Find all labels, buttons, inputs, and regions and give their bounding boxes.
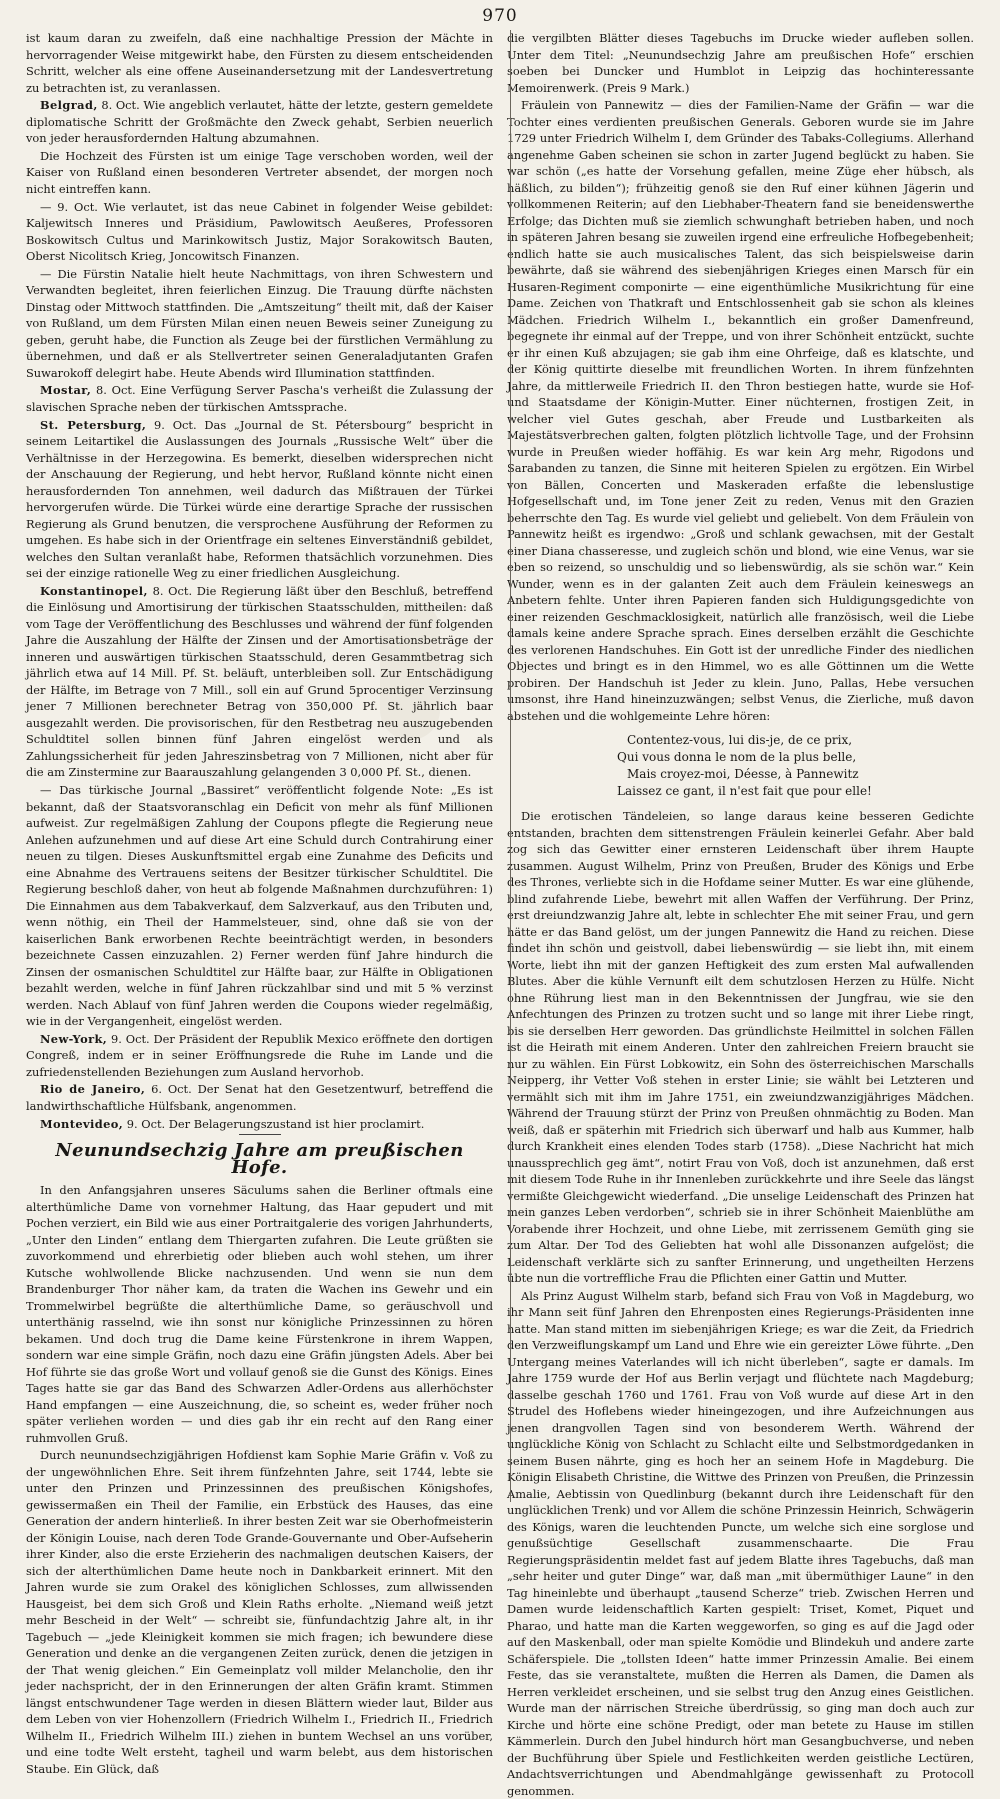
news-paragraph: — 9. Oct. Wie verlautet, ist das neue Cabinet in folgender Weise gebildet: Kaljewitsch Inneres und Präsidium, Pawlowitsch Aeußeres, Professoren Boskowitsch Cultus und Marinkowitsch Justiz, Major Sorakowitsch Bauten, Oberst Nicolitsch Krieg, Joncowitsch Finanzen. — [26, 199, 493, 264]
poem-line: Qui vous donna le nom de la plus belle, — [617, 750, 857, 765]
left-column — [26, 30, 494, 1776]
feature-paragraph: die vergilbten Blätter dieses Tagebuchs im Drucke wieder aufleben sollen. Unter dem Titel: „Neunundsechzig Jahre am preußischen Hofe“ erschien soeben bei Duncker und Humblot in Leipzig das hochinteressante Memoirenwerk. (Preis 9 Mark.) — [507, 31, 974, 95]
feature-heading: Neunundsechzig Jahre am preußischen Hofe. — [55, 1140, 464, 1178]
news-paragraph: Montevideo, 9. Oct. Der Belagerungszustand ist hier proclamirt. — [40, 1116, 425, 1131]
news-paragraph: — Die Fürstin Natalie hielt heute Nachmittags, von ihren Schwestern und Verwandten begleitet, ihren feierlichen Einzug. Die Trauung dürfte nächsten Dinstag oder Mittwoch stattfinden. Die „Amtszeitung“ theilt mit, daß der Kaiser von Rußland, um dem Fürsten Milan einen neuen Beweis seiner Zuneigung zu geben, geruht habe, die Function als Zeuge bei der fürstlichen Vermählung zu übernehmen, und daß er als Stellvertreter seinen Generaladjutanten Grafen Suwarokoff delegirt habe. Heute Abends wird Illumination stattfinden. — [26, 266, 493, 380]
page-number: 970 — [482, 6, 518, 26]
right-column — [507, 30, 974, 1798]
heading-rule — [239, 1134, 281, 1135]
columns — [26, 30, 974, 1798]
poem-line: Laissez ce gant, il n'est fait que pour elle! — [617, 784, 872, 799]
feature-paragraph: Die erotischen Tändeleien, so lange daraus keine besseren Gedichte entstanden, brachten dem sittenstrengen Fräulein keinerlei Gefahr. Aber bald zog sich das Gewitter einer ernsteren Leidenschaft über ihrem Haupte zusammen. August Wilhelm, Prinz von Preußen, Bruder des Königs und Erbe des Thrones, verliebte sich in die Hofdame seiner Mutter. Es war eine glühende, blind zufahrende Liebe, bewehrt mit allen Waffen der Verführung. Der Prinz, erst dreiundzwanzig Jahre alt, lebte in schlechter Ehe mit seiner Frau, und gern hätte er das Band gelöst, um der jungen Pannewitz die Hand zu reichen. Diese findet ihn schön und geistvoll, dabei liebenswürdig — sie liebt ihn, mit einem Worte, liebt ihn mit der ganzen Heftigkeit des zum ersten Mal aufwallenden Blutes. Aber die kühle Vernunft eilt dem schutzlosen Herzen zu Hülfe. Nicht ohne Rührung liest man in den Bekenntnissen der Jungfrau, wie sie den Anfechtungen des Prinzen zu trotzen sucht und so lange mit ihrer Liebe ringt, bis sie derselben Herr geworden. Das gründlichste Heilmittel in solchen Fällen ist die Heirath mit einem Anderen. Unter den zahlreichen Freiern braucht sie nur zu wählen. Ein Fürst Lobkowitz, ein Sohn des österreichischen Marschalls Neipperg, ihr Vetter Voß stehen in erster Linie; sie wählt bei Letzteren und vermählt sich mit ihm im Jahre 1751, ein zweiundzwanzigjähriges Mädchen. Während der Trauung stürzt der Prinz von Preußen ohnmächtig zu Boden. Man weiß, daß er späterhin mit Friedrich sich überwarf und halb aus Kummer, halb durch Krankheit eines elenden Todes starb (1758). „Diese Nachricht hat mich unaussprechlich geg ämt“, notirt Frau von Voß, doch ist anzunehmen, daß erst mit diesem Tode Ruhe in ihr Innenleben zurückkehrte und ihre Seele das längst vermißte Gleichgewicht wiederfand. „Die unselige Leidenschaft des Prinzen hat mein ganzes Leben verdorben“, schrieb sie in ihrer Schönheit Maienblüthe am Vorabende ihrer Hochzeit, und ohne Liebe, mit zerrissenem Gemüth ging sie zum Altar. Der Tod des Geliebten hat wohl alle Dissonanzen aufgelöst; die Leidenschaft verklärte sich zu sanfter Erinnerung, und ungetheilten Herzens übte nun die vortreffliche Frau die Pflichten einer Gattin und Mutter. — [507, 809, 974, 1286]
news-paragraph: St. Petersburg, 9. Oct. Das „Journal de St. Pétersbourg“ bespricht in seinem Leitartikel die Auslassungen des Journals „Russische Welt“ über die Verhältnisse in der Herzegowina. Es bemerkt, dieselben widersprechen nicht der Anschauung der Regierung, und hebt hervor, Rußland könnte nicht einen herausfordernden Ton annehmen, weil dadurch das Mißtrauen der Türkei hervorgerufen würde. Die Türkei würde eine derartige Sprache der russischen Regierung als Grund benutzen, die versprochene Ausführung der Reformen zu umgehen. Es habe sich in der Orientfrage ein seltenes Einverständniß gebildet, welches den Sultan veranlaßt habe, Reformen thatsächlich vorzunehmen. Dies sei der einzige rationelle Weg zu einer friedlichen Ausgleichung. — [26, 417, 493, 581]
news-paragraph: Belgrad, 8. Oct. Wie angeblich verlautet, hätte der letzte, gestern gemeldete diplomatische Schritt der Großmächte den Zweck gehabt, Serbien neuerlich von jeder herausfordernden Haltung abzumahnen. — [26, 98, 493, 146]
news-paragraph: Mostar, 8. Oct. Eine Verfügung Server Pascha's verheißt die Zulassung der slavischen Sprache neben der türkischen Amtssprache. — [26, 383, 493, 414]
news-paragraph: Rio de Janeiro, 6. Oct. Der Senat hat den Gesetzentwurf, betreffend die landwirthschaftliche Hülfsbank, angenommen. — [26, 1082, 493, 1113]
news-paragraph: Konstantinopel, 8. Oct. Die Regierung läßt über den Beschluß, betreffend die Einlösung und Amortisirung der türkischen Staatsschulden, mittheilen: daß vom Tage der Veröffentlichung des Beschlusses und während der fünf folgenden Jahre die Auszahlung der Hälfte der Zinsen und der Amortisationsbeträge der inneren und auswärtigen türkischen Staatsschuld, deren Gesammtbetrag sich jährlich etwa auf 14 Mill. Pf. St. beläuft, unterbleiben soll. Zur Entschädigung der Hälfte, im Betrage von 7 Mill., soll ein auf Grund 5procentiger Verzinsung jener 7 Millionen berechneter Betrag von 350,000 Pf. St. jährlich baar ausgezahlt werden. Die provisorischen, für den Restbetrag neu auszugebenden Schuldtitel sollen binnen fünf Jahren eingelöst werden und als Zahlungssicherheit für jeden Jahreszinsbetrag von 7 Millionen, nicht aber für die am Zinstermine zur Baarauszahlung gelangenden 3 0,000 Pf. St., dienen. — [26, 583, 494, 780]
feature-paragraph: Durch neunundsechzigjährigen Hofdienst kam Sophie Marie Gräfin v. Voß zu der ungewöhnlichen Ehre. Seit ihrem fünfzehnten Jahre, seit 1744, lebte sie unter den Prinzen und Prinzessinnen des preußischen Königshofes, gewissermaßen ein Theil der Familie, ein Erbstück des Hauses, das eine Generation der andern hinterließ. In ihrer besten Zeit war sie Oberhofmeisterin der Königin Louise, nach deren Tode Grande-Gouvernante und Ober-Aufseherin ihrer Kinder, also die erste Erzieherin des nachmaligen deutschen Kaisers, der sich der alterthümlichen Dame heute noch in Dankbarkeit erinnert. Mit den Jahren wurde sie zum Orakel des königlichen Schlosses, zum allwissenden Hausgeist, bei dem sich Groß und Klein Raths erholte. „Niemand weiß jetzt mehr Bescheid in der Welt“ — schreibt sie, fünfundachtzig Jahre alt, in ihr Tagebuch — „jede Kleinigkeit kommen sie mich fragen; ich bewundere diese Generation und denke an die vergangenen Zeiten zurück, denen die jetzigen in der That wenig gleichen.“ Ein Gemeinplatz voll milder Melancholie, den ihr jeder nachspricht, der in den Erinnerungen der alten Gräfin kramt. Stimmen längst entschwundener Tage werden in diesen Blättern wieder laut, Bilder aus dem Leben von vier Hohenzollern (Friedrich Wilhelm I., Friedrich II., Friedrich Wilhelm II., Friedrich Wilhelm III.) ziehen in buntem Wechsel an uns vorüber, und eine todte Welt ersteht, tagheil und warm belebt, aus dem historischen Staube. Ein Glück, daß — [26, 1448, 493, 1776]
poem-line: Contentez-vous, lui dis-je, de ce prix, — [627, 733, 853, 748]
news-paragraph: New-York, 9. Oct. Der Präsident der Republik Mexico eröffnete den dortigen Congreß, indem er in seiner Eröffnungsrede die Ruhe im Lande und die zufriedenstellenden Beziehungen zum Ausland hervorhob. — [26, 1031, 493, 1079]
column-divider — [510, 30, 511, 1502]
feature-paragraph: Fräulein von Pannewitz — dies der Familien-Name der Gräfin — war die Tochter eines verdienten preußischen Generals. Geboren wurde sie im Jahre 1729 unter Friedrich Wilhelm I, dem Gründer des Tabaks-Collegiums. Allerhand angenehme Gaben scheinen sie schon in zarter Jugend beglückt zu haben. Sie war schön („es hatte der Vorsehung gefallen, meine Züge eher hübsch, als häßlich, zu bilden“); frühzeitig genoß sie den Ruf einer kühnen Jägerin und vollkommenen Reiterin; auf den Liebhaber-Theatern fand sie beneidenswerthe Erfolge; das Dichten muß sie ziemlich schwunghaft betrieben haben, und noch in späteren Jahren besang sie zuweilen irgend eine erfreuliche Hofbegebenheit; endlich hatte sie auch musicalisches Talent, das sich beispielsweise darin bewährte, daß sie während des siebenjährigen Krieges einen Marsch für ein Husaren-Regiment componirte — eine eigenthümliche Musikrichtung für eine Dame. Zeichen von Thatkraft und Entschlossenheit gab sie schon als kleines Mädchen. Friedrich Wilhelm I., bekanntlich ein großer Damenfreund, begegnete ihr einmal auf der Treppe, und von ihrer Schönheit entzückt, suchte er ihr einen Kuß abzujagen; sie gab ihm eine Ohrfeige, daß es klatschte, und der König quittirte dieselbe mit freundlichen Worten. In ihrem fünfzehnten Jahre, da mittlerweile Friedrich II. den Thron bestiegen hatte, wurde sie Hof- und Staatsdame der Königin-Mutter. Einer nüchternen, frostigen Zeit, in welcher viel Gutes geschah, aber Freude und Lustbarkeiten als Majestätsverbrechen galten, folgten plötzlich lichtvolle Tage, und der Frohsinn wurde in Preußen wieder hoffähig. Es war kein Arg mehr, Rigodons und Sarabanden zu tanzen, die Sinne mit heiteren Spielen zu ergötzen. Ein Wirbel von Bällen, Concerten und Maskeraden erfaßte die lebenslustige Hofgesellschaft und, im Tone jener Zeit zu reden, Venus mit den Grazien beherrschte den Tag. Es wurde viel geliebt und geliebelt. Von dem Fräulein von Pannewitz heißt es irgendwo: „Groß und schlank gewachsen, mit der Gestalt einer Diana chasseresse, und zugleich schön und blond, wie eine Venus, war sie eben so reizend, so unschuldig und so liebenswürdig, als sie schön war.“ Kein Wunder, wenn es in der galanten Zeit auch dem Fräulein keineswegs an Anbetern fehlte. Unter ihren Papieren fanden sich Huldigungsgedichte von einer reizenden Geschmacklosigkeit, natürlich alle französisch, weil die Liebe damals keine andere Sprache sprach. Eines derselben erzählt die Geschichte des verlorenen Handschuhes. Ein Gott ist der unredliche Finder des niedlichen Objectes und bringt es in den Himmel, wo es alle Göttinnen um die Wette probiren. Der Handschuh ist Jeder zu klein. Juno, Pallas, Hebe versuchen umsonst, ihre Hand hineinzuzwängen; selbst Venus, die Zierliche, muß davon abstehen und die wohlgemeinte Lehre hören: — [507, 98, 974, 723]
feature-paragraph: Als Prinz August Wilhelm starb, befand sich Frau von Voß in Magdeburg, wo ihr Mann seit fünf Jahren den Ehrenposten eines Regierungs-Präsidenten inne hatte. Man stand mitten im siebenjährigen Kriege; es war die Zeit, da Friedrich den Verzweiflungskampf um Land und Ehre wie ein gereizter Löwe führte. „Den Untergang meines Vaterlandes will ich nicht überleben“, sagte er damals. Im Jahre 1759 wurde der Hof aus Berlin verjagt und flüchtete nach Magdeburg; dasselbe geschah 1760 und 1761. Frau von Voß wurde auf diese Art in den Strudel des Hoflebens wieder hineingezogen, und ihre Aufzeichnungen aus jenen drangvollen Tagen sind von besonderem Werth. Während der unglückliche König von Schlacht zu Schlacht eilte und Selbstmordgedanken in seinem Busen nährte, ging es hoch her an seinem Hofe in Magdeburg. Die Königin Elisabeth Christine, die Wittwe des Prinzen von Preußen, die Prinzessin Amalie, Aebtissin von Quedlinburg (bekannt durch ihre Leidenschaft für den unglücklichen Trenk) und vor Allem die schöne Prinzessin Heinrich, Schwägerin des Königs, waren die leuchtenden Puncte, um welche sich eine sorglose und genußsüchtige Gesellschaft zusammenschaarte. Die Frau Regierungspräsidentin meldet fast auf jedem Blatte ihres Tagebuchs, daß man „sehr heiter und guter Dinge“ war, daß man „mit übermüthiger Laune“ in den Tag hineinlebte und überhaupt „tausend Scherze“ trieb. Zwischen Herren und Damen wurde leidenschaftlich Karten gespielt: Triset, Komet, Piquet und Pharao, und hatte man die Karten weggeworfen, so ging es auf die Jagd oder auf den Maskenball, oder man spielte Komödie und Blindekuh und andere zarte Schäferspiele. Die „tollsten Ideen“ hatte immer Prinzessin Amalie. Bei einem Feste, das sie veranstaltete, mußten die Herren als Damen, die Damen als Herren verkleidet erscheinen, und sie selbst trug den Anzug eines Geistlichen. Wurde man der närrischen Streiche überdrüssig, so ging man doch auch zur Kirche und hörte eine schöne Predigt, oder man betete zu Hause im stillen Kämmerlein. Durch den Jubel hindurch hört man Gesangbuchverse, und neben der Buchführung über Spiele und Festlichkeiten werden geistliche Lectüren, Andachtsverrichtungen und Abendmahlgänge gewissenhaft zu Protocoll genommen. — [507, 1288, 974, 1798]
news-paragraph: ist kaum daran zu zweifeln, daß eine nachhaltige Pression der Mächte in hervorragender Weise mitgewirkt habe, den Fürsten zu diesem entscheidenden Schritt, welcher als eine offene Auseinandersetzung mit der Landesvertretung zu betrachten ist, zu veranlassen. — [26, 31, 493, 95]
french-poem — [507, 732, 974, 800]
news-paragraph: Die Hochzeit des Fürsten ist um einige Tage verschoben worden, weil der Kaiser von Rußland einen besonderen Vertreter absendet, der morgen noch nicht eintreffen kann. — [26, 148, 493, 196]
news-paragraph: — Das türkische Journal „Bassiret“ veröffentlicht folgende Note: „Es ist bekannt, daß der Staatsvoranschlag ein Deficit von mehr als fünf Millionen aufweist. Zur regelmäßigen Zahlung der Coupons pflegte die Regierung neue Anlehen aufzunehmen und auf diese Art eine Schuld durch Contrahirung einer neuen zu tilgen. Dieses Auskunftsmittel ergab eine Zunahme des Deficits und eine Abnahme des Vertrauens seitens der Besitzer türkischer Schuldtitel. Die Regierung beschloß daher, von heut ab folgende Maßnahmen durchzuführen: 1) Die Einnahmen aus dem Tabakverkauf, dem Salzverkauf, aus den Tributen und, wenn nöthig, ein Theil der Hammelsteuer, sind, ohne daß sie von der kaiserlichen Bank erworbenen Rechte beeinträchtigt werden, in besonders bezeichnete Cassen einzuzahlen. 2) Ferner werden fünf Jahre hindurch die Zinsen der osmanischen Schuldtitel zur Hälfte baar, zur Hälfte in Obligationen bezahlt werden, welche in fünf Jahren rückzahlbar sind und mit 5 % verzinst werden. Nach Ablauf von fünf Jahren werden die Coupons wieder regelmäßig, wie in der Vergangenheit, eingelöst werden. — [26, 783, 493, 1028]
poem-line: Mais croyez-moi, Déesse, à Pannewitz — [627, 767, 859, 782]
feature-paragraph: In den Anfangsjahren unseres Säculums sahen die Berliner oftmals eine alterthümliche Dame von vornehmer Haltung, das Haar gepudert und mit Pochen verziert, ein Bild wie aus einer Portraitgalerie des vorigen Jahrhunderts, „Unter den Linden“ entlang dem Thiergarten zufahren. Die Leute grüßten sie zuvorkommend und ehrerbietig oder blieben auch wohl stehen, um ihrer Kutsche wohlwollende Blicke nachzusenden. Und wenn sie nun dem Brandenburger Thor näher kam, da traten die Wachen ins Gewehr und ein Trommelwirbel begrüßte die alterthümliche Dame, so geräuschvoll und unterthänig rasselnd, wie ihn sonst nur königliche Prinzessinnen zu hören bekamen. Und doch trug die Dame keine Fürstenkrone in ihrem Wappen, sondern war eine simple Gräfin, noch dazu eine Gräfin jüngsten Adels. Aber bei Hof führte sie das große Wort und vollauf genoß sie die Gunst des Königs. Eines Tages hatte sie gar das Band des Schwarzen Adler-Ordens aus allerhöchster Hand empfangen — eine Auszeichnung, die, so scheint es, weder früher noch später verliehen worden — und dies gab ihr ein recht auf den Rang einer ruhmvollen Gruß. — [26, 1183, 493, 1445]
